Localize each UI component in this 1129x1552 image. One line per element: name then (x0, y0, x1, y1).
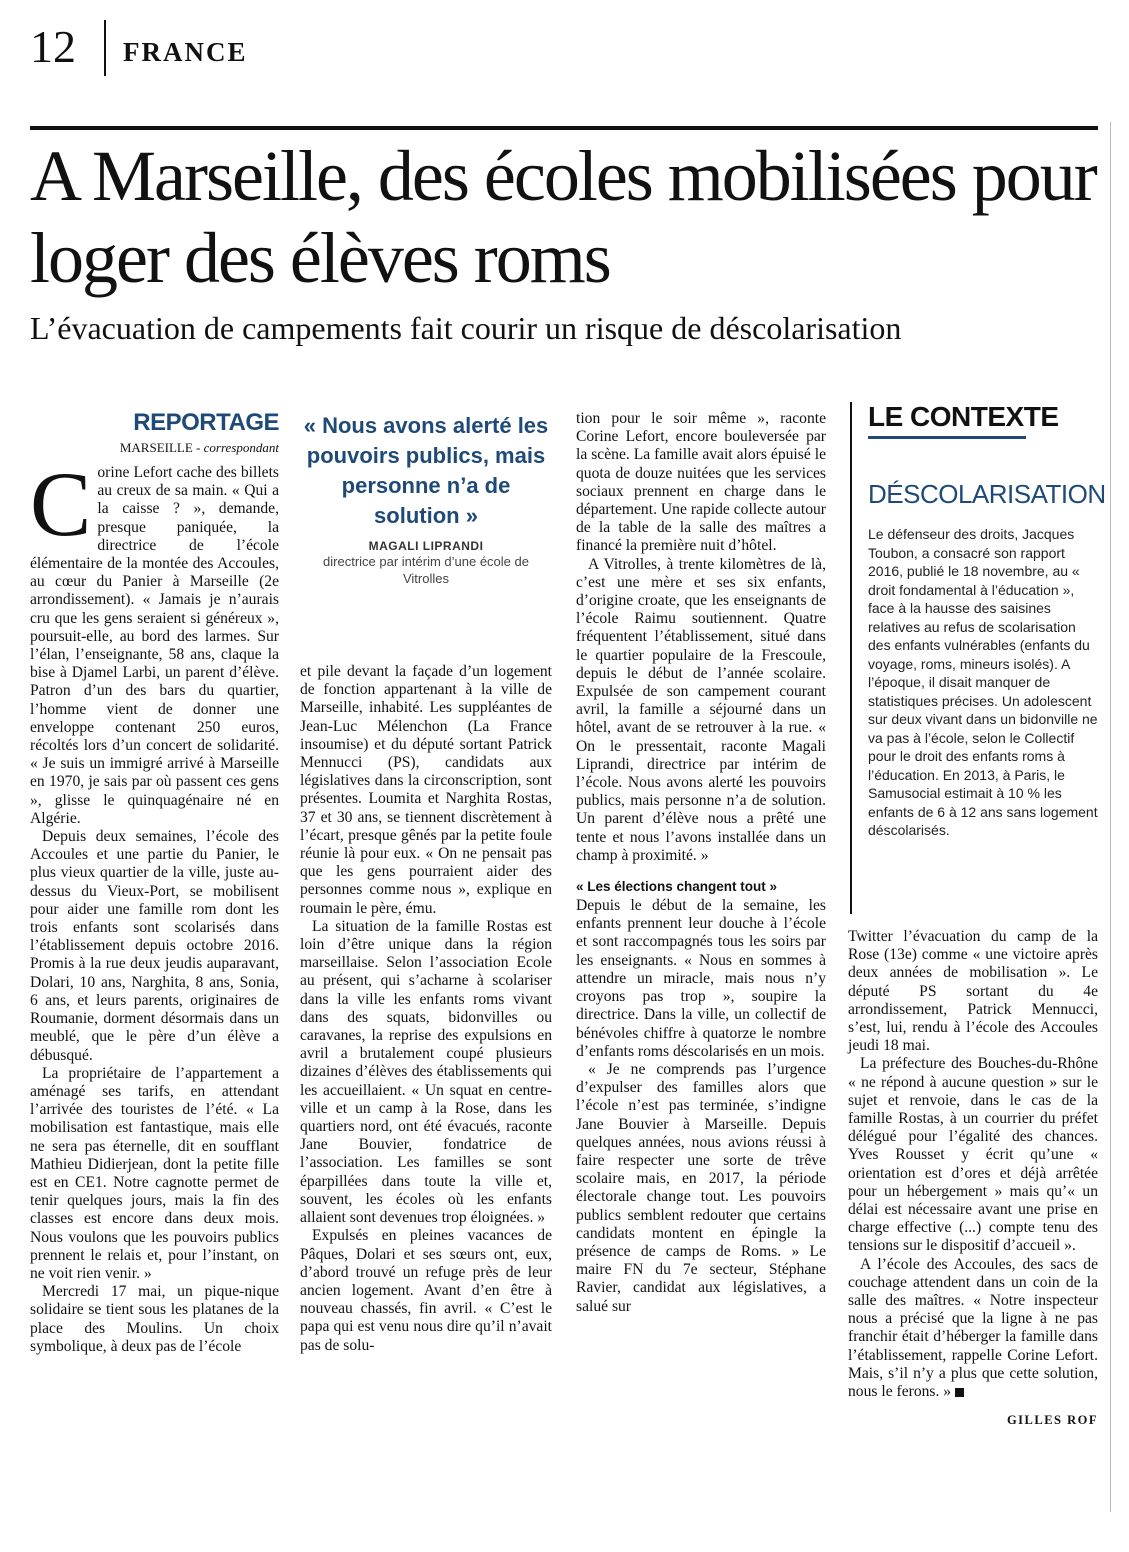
paragraph: A Vitrolles, à trente kilomètres de là, c’est une mère et ses six enfants, d’origine croate, que les enseignants de l’école Raimu soutiennent. Quatre fréquentent l’établissement, situé dans le quartier populaire de la Frescoule, depuis le début de l’année scolaire. Expulsée de son campement courant avril, la famille a séjourné dans un hôtel, avant de se retrouver à la rue. « On le pressentait, raconte Magali Liprandi, directrice par intérim de l’école. Nous avons alerté les pouvoirs publics, mais personne n’a de solution. Un parent d’élève nous a prêté une tente et nous l’avons installée dans un champ à proximité. » (576, 555, 826, 864)
paragraph-text: A l’école des Accoules, des sacs de couchage attendent dans un coin de la salle des maîtres. « Notre inspecteur nous a précisé que la ligne à ne pas franchir était d’héberger la famille dans l’établissement, rappelle Corine Lefort. Mais, s’il n’y a plus que cette solution, nous le ferons. » (848, 1255, 1098, 1401)
signature: GILLES ROF (1006, 1413, 1098, 1428)
paragraph: et pile devant la façade d’un logement de fonction appartenant à la ville de Marseille, inhabité. Les suppléantes de Jean-Luc Mélenchon (La France insoumise) et du député sortant Patrick Mennucci (PS), candidats aux législatives dans la circonscription, sont présentes. Loumita et Narghita Rostas, 37 et 30 ans, se tiennent discrètement à l’écart, presque gênés par la petite foule réunie là pour eux. « On ne pensait pas que les gens pourraient aider des personnes comme nous », explique en roumain le père, ému. (300, 663, 552, 917)
context-title-underline (868, 436, 1026, 439)
drop-cap: C (30, 453, 92, 555)
headline: A Marseille, des écoles mobilisées pour loger des élèves roms (30, 136, 1096, 298)
kicker: REPORTAGE (133, 409, 279, 436)
paragraph: Mercredi 17 mai, un pique-nique solidaire se tient sous les platanes de la place des Moulins. Un choix symbolique, à deux pas de l’école (30, 1283, 279, 1355)
pull-quote-author: MAGALI LIPRANDI (368, 539, 484, 553)
article-body-col1 (30, 453, 279, 1356)
pull-quote: « Nous avons alerté les pouvoirs publics, mais personne n’a de solution » (303, 413, 549, 528)
headline-rule (30, 126, 1098, 130)
article-body-col3 (576, 410, 826, 1316)
article-body-col4 (848, 928, 1098, 1429)
article-column-1 (30, 410, 279, 1356)
paragraph: Depuis deux semaines, l’école des Accoules et une partie du Panier, le plus vieux quartier de la ville, juste au-dessus du Vieux-Port, se mobilisent pour aider une famille rom dont les trois enfants sont scolarisés dans l’établissement depuis octobre 2016. Promis à la rue deux jeudis auparavant, Dolari, 10 ans, Narghita, 8 ans, Sonia, 6 ans, et leurs parents, originaires de Roumanie, dorment désormais dans un meublé, que le père d’un élève a débusqué. (30, 828, 279, 1064)
context-box (868, 400, 1106, 840)
dateline-city: MARSEILLE (119, 440, 193, 455)
section-label: FRANCE (123, 37, 248, 67)
paragraph: orine Lefort cache des billets au creux de sa main. « Qui a la caisse ? », demande, presque paniquée, la directrice de l’école élémentaire de la montée des Accoules, au cœur du Panier à Marseille (2e arrondissement). « Jamais je n’aurais cru que les gens seraient si généreux », poursuit-elle, au bord des larmes. Sur l’élan, l’enseignante, 58 ans, claque la bise à Djamel Larbi, un parent d’élève. Patron d’un des bars du quartier, l’homme vient de donner une enveloppe contenant 250 euros, récoltés lors d’un concert de solidarité. « Je suis un immigré arrivé à Marseille en 1970, je sais par où passent ces gens », glisse le quinquagénaire né en Algérie. (30, 464, 279, 827)
paragraph: La propriétaire de l’appartement a aménagé ses tarifs, en attendant l’arrivée des touristes de l’été. « La mobilisation est fantastique, mais elle ne sera pas éternelle, dit en soufflant Mathieu Didierjean, dont la petite fille est en CE1. Notre cagnotte permet de tenir quelques jours, mais la fin des classes est encore dans deux mois. Nous voulons que les pouvoirs publics prennent le relais et, pour l’instant, on ne voit rien venir. » (30, 1064, 279, 1282)
dateline-role: correspondant (203, 440, 279, 455)
subheadline: L’évacuation de campements fait courir un risque de déscolarisation (30, 310, 902, 346)
pull-quote-block (300, 411, 552, 587)
context-title: LE CONTEXTE (868, 401, 1059, 432)
paragraph: tion pour le soir même », raconte Corine Lefort, encore bouleversée par la scène. La famille avait alors épuisé le quota de douze nuitées que les services sociaux prennent en charge dans le département. Une rapide collecte autour de la table de la salle des maîtres a financé la première nuit d’hôtel. (576, 410, 826, 555)
inline-subtitle: « Les élections changent tout » (576, 879, 778, 895)
paragraph (848, 1256, 1098, 1402)
paragraph: La situation de la famille Rostas est loin d’être unique dans la région marseillaise. Selon l’association Ecole au présent, qui s’acharne à scolariser dans la ville les enfants roms vivant dans des squats, bidonvilles ou caravanes, la reprise des expulsions en avril a brutalement coupé plusieurs dizaines d’élèves des établissements qui les accueillaient. « Un squat en centre-ville et un camp à la Rose, dans les quartiers nord, ont été évacués, raconte Jane Bouvier, fondatrice de l’association. Les familles se sont éparpillées dans toute la ville et, souvent, les écoles où les enfants allaient sont devenues trop éloignées. » (300, 917, 552, 1227)
paragraph: La préfecture des Bouches-du-Rhône « ne répond à aucune question » sur le sujet et renvoie, dans le cas de la famille Rostas, à un courrier du préfet délégué pour l’égalité des chances. Yves Rousset y écrit qu’une « orientation est d’ores et déjà arrêtée pour un hébergement » mais qu’« un délai est nécessaire avant une prise en charge effective (...) compte tenu des tensions sur le dispositif d’accueil ». (848, 1055, 1098, 1255)
context-rule (850, 402, 852, 914)
paragraph: Depuis le début de la semaine, les enfants prennent leur douche à l’école et sont raccompagnés tous les soirs par les enseignants. « Nous en sommes à attendre un miracle, mais nous n’y croyons pas trop », soupire la directrice. Dans la ville, un collectif de bénévoles chiffre à quatorze le nombre d’enfants roms déscolarisés en un mois. (576, 897, 826, 1060)
right-column-rule (1110, 122, 1111, 1512)
paragraph: « Je ne comprends pas l’urgence d’expulser des familles alors que l’école n’est pas terminée, s’indigne Jane Bouvier à Marseille. Depuis quelques années, nous avions réussi à faire respecter une sorte de trêve scolaire mais, en 2017, la période électorale change tout. Les pouvoirs publics semblent redouter que certains candidats montent en épingle la présence de camps de Roms. » Le maire FN du 7e secteur, Stéphane Ravier, candidat aux législatives, a salué sur (576, 1060, 826, 1315)
page-number: 12 (30, 21, 76, 72)
pull-quote-role: directrice par intérim d’une école de Vitrolles (323, 554, 529, 586)
section-divider (104, 20, 106, 76)
paragraph: Expulsés en pleines vacances de Pâques, Dolari et ses sœurs ont, eux, d’abord trouvé un refuge près de leur ancien logement. Avant d’en être à nouveau chassés, fin avril. « C’est le papa qui est venu nous dire qu’il n’avait pas de solu- (300, 1227, 552, 1354)
paragraph: Twitter l’évacuation du camp de la Rose (13e) comme « une victoire après deux années de mobilisation ». Le député PS sortant du 4e arrondissement, Patrick Mennucci, s’est, lui, rendu à l’école des Accoules jeudi 18 mai. (848, 928, 1098, 1055)
end-mark-icon (955, 1388, 964, 1397)
context-body: Le défenseur des droits, Jacques Toubon, a consacré son rapport 2016, publié le 18 novembre, au « droit fondamental à l’éducation », face à la hausse des saisines relatives au refus de scolarisation des enfants vulnérables (enfants du voyage, roms, mineurs isolés). A l’époque, il disait manquer de statistiques précises. Un adolescent sur deux vivant dans un bidonville ne va pas à l’école, selon le Collectif pour le droit des enfants roms à l’éducation. En 2013, à Paris, le Samusocial estimait à 10 % les enfants de 6 à 12 ans sans logement déscolarisés. (868, 526, 1098, 838)
context-subtitle: DÉSCOLARISATION (868, 479, 1106, 509)
dateline: MARSEILLE - correspondant (119, 440, 279, 455)
article-body-col2 (300, 663, 552, 1355)
